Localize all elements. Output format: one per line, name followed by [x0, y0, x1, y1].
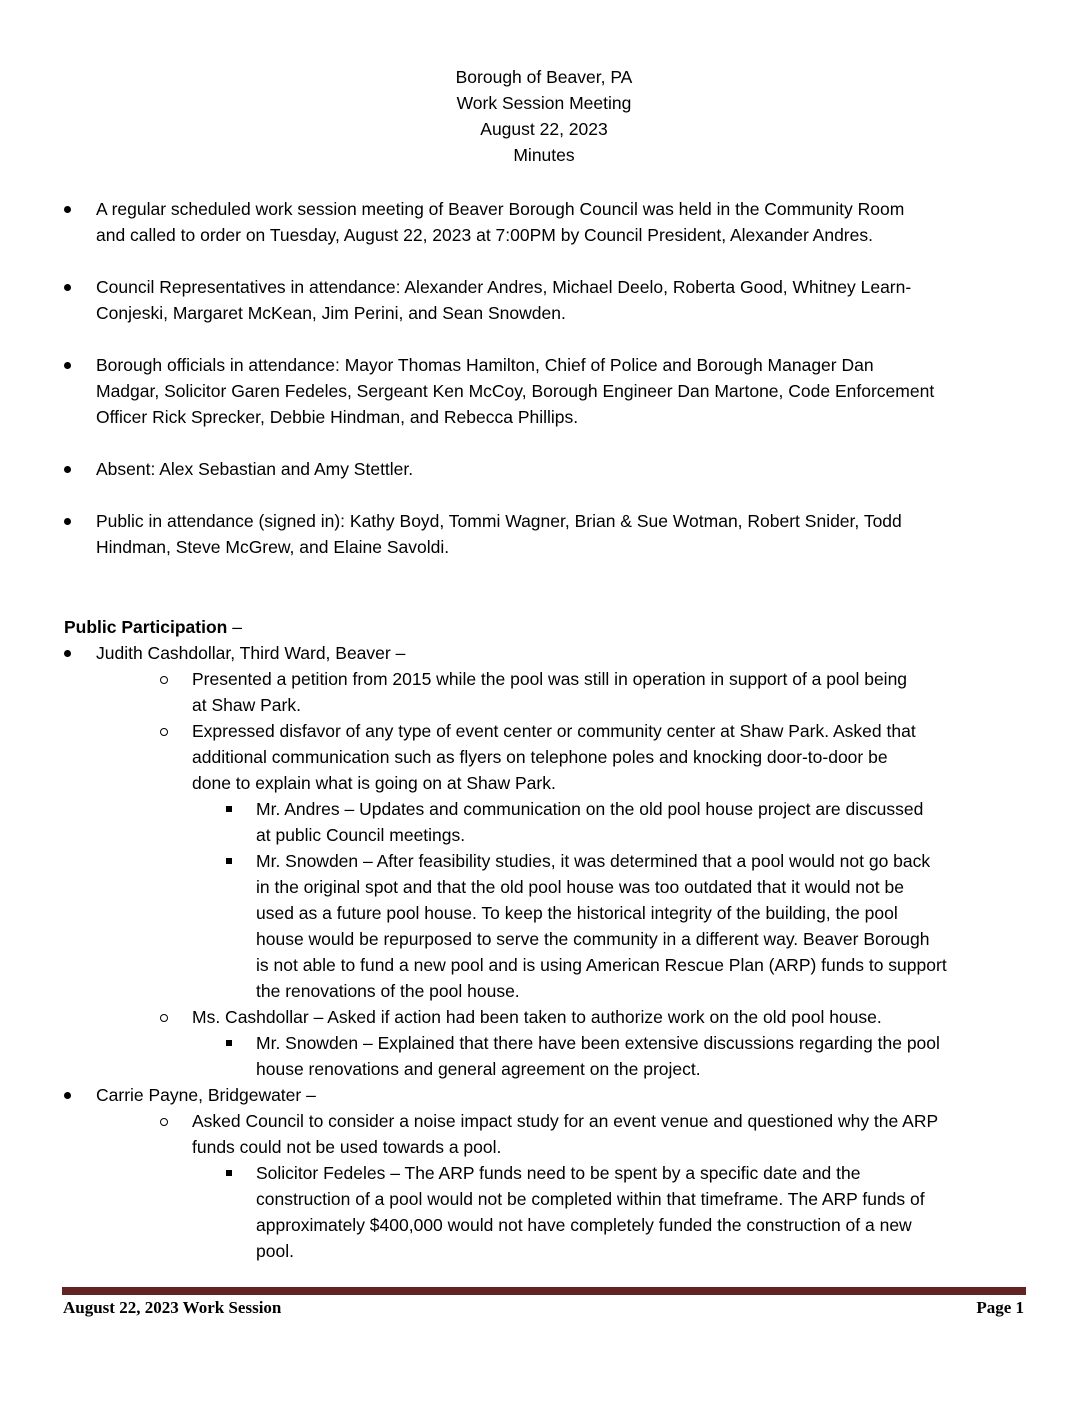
- borough-title: Borough of Beaver, PA: [455, 67, 633, 87]
- public-attendance-text: Hindman, Steve McGrew, and Elaine Savoldi.: [96, 537, 450, 557]
- officials-attendance-text: Officer Rick Sprecker, Debbie Hindman, and Rebecca Phillips.: [96, 407, 579, 427]
- speaker-name: Judith Cashdollar, Third Ward, Beaver –: [96, 643, 406, 663]
- meeting-date: August 22, 2023: [480, 119, 608, 139]
- council-response: house would be repurposed to serve the community in a different way. Beaver Borough: [256, 929, 930, 949]
- bullet-icon: [64, 650, 71, 657]
- absent-text: Absent: Alex Sebastian and Amy Stettler.: [96, 459, 414, 479]
- bullet-icon: [64, 206, 71, 213]
- council-response: Mr. Snowden – Explained that there have been extensive discussions regarding the pool: [256, 1033, 940, 1053]
- council-attendance-text: Council Representatives in attendance: Alexander Andres, Michael Deelo, Roberta Good, Whitney Learn-: [96, 277, 912, 297]
- bullet-icon: [64, 518, 71, 525]
- council-response: Mr. Andres – Updates and communication on the old pool house project are discussed: [256, 799, 924, 819]
- footer-title: August 22, 2023 Work Session: [63, 1298, 282, 1317]
- sub-bullet-icon: [160, 1118, 168, 1126]
- council-response: at public Council meetings.: [256, 825, 466, 845]
- council-response: the renovations of the pool house.: [256, 981, 520, 1001]
- speaker-name: Carrie Payne, Bridgewater –: [96, 1085, 316, 1105]
- council-attendance-text: Conjeski, Margaret McKean, Jim Perini, and Sean Snowden.: [96, 303, 566, 323]
- speaker-comment: Ms. Cashdollar – Asked if action had been taken to authorize work on the old pool house.: [192, 1007, 882, 1027]
- call-to-order-text: A regular scheduled work session meeting of Beaver Borough Council was held in the Community Room: [96, 199, 905, 219]
- sub-bullet-icon: [160, 728, 168, 736]
- council-response: in the original spot and that the old pool house was too outdated that it would not be: [256, 877, 904, 897]
- heading-dash: –: [227, 617, 242, 637]
- speaker-comment: Expressed disfavor of any type of event center or community center at Shaw Park. Asked that: [192, 721, 916, 741]
- page-number: Page 1: [976, 1298, 1024, 1317]
- council-response: approximately $400,000 would not have completely funded the construction of a new: [256, 1215, 912, 1235]
- document-type: Minutes: [513, 145, 575, 165]
- sub-bullet-icon: [160, 1014, 168, 1022]
- speaker-comment: Asked Council to consider a noise impact study for an event venue and questioned why the ARP: [192, 1111, 939, 1131]
- council-response: house renovations and general agreement on the project.: [256, 1059, 701, 1079]
- council-response: is not able to fund a new pool and is using American Rescue Plan (ARP) funds to support: [256, 955, 947, 975]
- speaker-comment: Presented a petition from 2015 while the pool was still in operation in support of a pool being: [192, 669, 908, 689]
- speaker-comment: done to explain what is going on at Shaw Park.: [192, 773, 556, 793]
- council-response: pool.: [256, 1241, 294, 1261]
- bullet-icon: [64, 466, 71, 473]
- square-bullet-icon: [226, 858, 232, 864]
- public-attendance-text: Public in attendance (signed in): Kathy Boyd, Tommi Wagner, Brian & Sue Wotman, Robert Snider, Todd: [96, 511, 902, 531]
- officials-attendance-text: Borough officials in attendance: Mayor Thomas Hamilton, Chief of Police and Borough Manager Dan: [96, 355, 874, 375]
- bullet-icon: [64, 284, 71, 291]
- call-to-order-text: and called to order on Tuesday, August 22, 2023 at 7:00PM by Council President, Alexander Andres.: [96, 225, 873, 245]
- sub-bullet-icon: [160, 676, 168, 684]
- square-bullet-icon: [226, 1040, 232, 1046]
- square-bullet-icon: [226, 1170, 232, 1176]
- council-response: Mr. Snowden – After feasibility studies, it was determined that a pool would not go back: [256, 851, 931, 871]
- bullet-icon: [64, 362, 71, 369]
- council-response: construction of a pool would not be completed within that timeframe. The ARP funds of: [256, 1189, 925, 1209]
- section-heading: [64, 614, 242, 640]
- speaker-comment: funds could not be used towards a pool.: [192, 1137, 502, 1157]
- footer-divider: [62, 1287, 1026, 1295]
- officials-attendance-text: Madgar, Solicitor Garen Fedeles, Sergeant Ken McCoy, Borough Engineer Dan Martone, Code Enforcement: [96, 381, 935, 401]
- bullet-icon: [64, 1092, 71, 1099]
- speaker-comment: at Shaw Park.: [192, 695, 301, 715]
- square-bullet-icon: [226, 806, 232, 812]
- council-response: Solicitor Fedeles – The ARP funds need to be spent by a specific date and the: [256, 1163, 861, 1183]
- meeting-type: Work Session Meeting: [456, 93, 632, 113]
- speaker-comment: additional communication such as flyers on telephone poles and knocking door-to-door be: [192, 747, 888, 767]
- public-participation-heading: Public Participation: [64, 617, 228, 637]
- council-response: used as a future pool house. To keep the historical integrity of the building, the pool: [256, 903, 898, 923]
